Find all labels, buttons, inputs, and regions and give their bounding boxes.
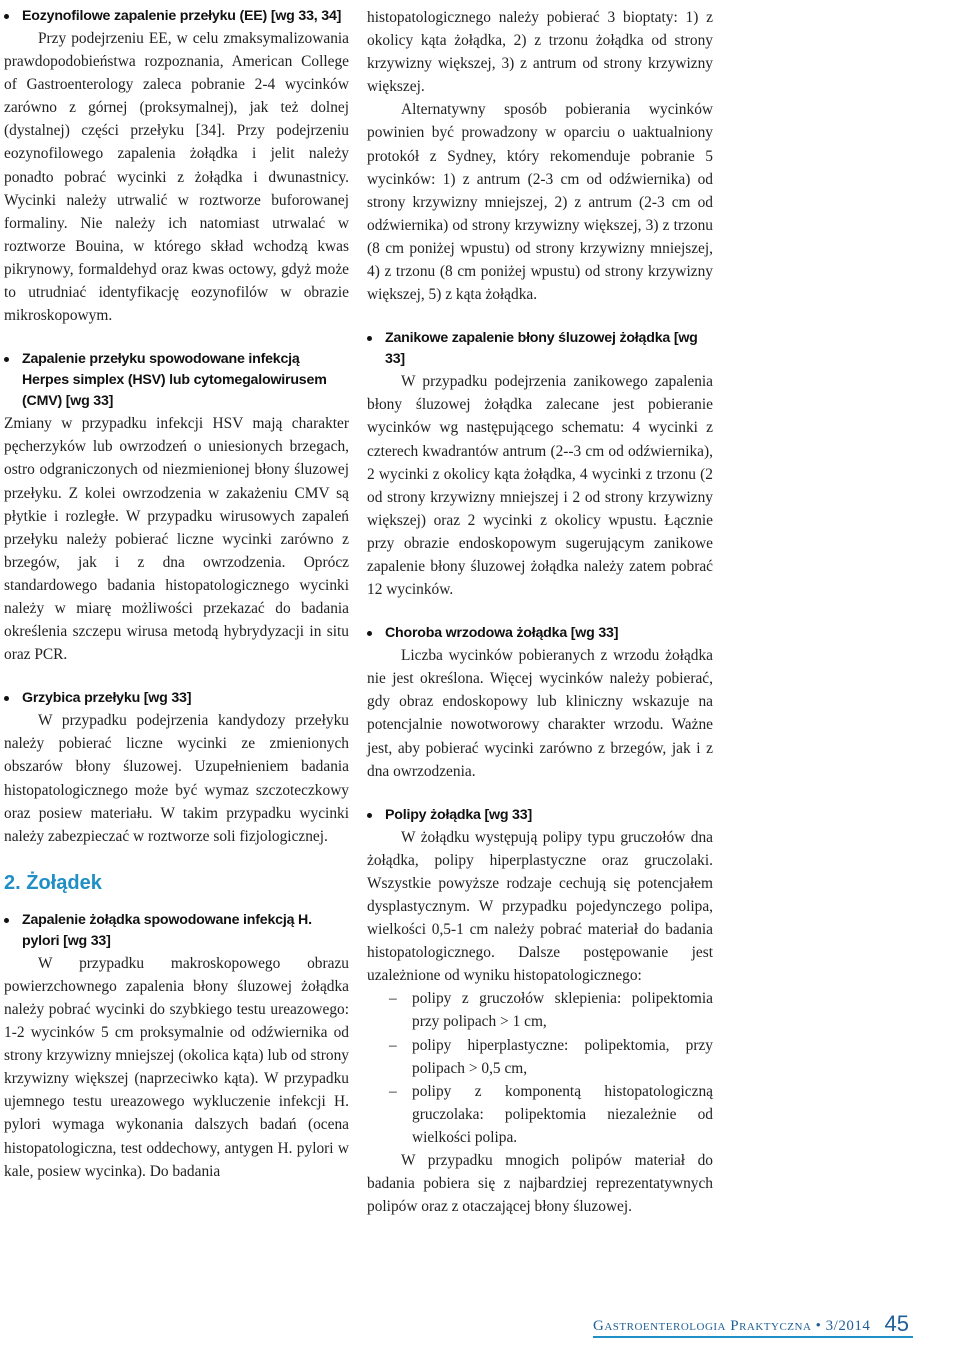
paragraph-sydney: Alternatywny sposób pobierania wycinków powinien być prowadzony w oparciu o uaktualniony protokół z Sydney, który rekomenduje pobranie 5 wycinków: 1) z antrum (2-3 cm od odźwiernika) od strony krzywizny mniejszej, 2) z antrum (2-3 cm od odźwiernika) od strony krzywizny większej, 3) z trzonu (8 cm poniżej wpustu) od strony krzywizny mniejszej, 4) z trzonu (8 cm poniżej wpustu) od strony krzywizny większej, 5) z kąta żołądka.: [367, 101, 713, 304]
bullet-heading-ee: [4, 6, 349, 27]
paragraph-ee: Przy podejrzeniu EE, w celu zmaksymalizowania prawdopodobieństwa rozpoznania, American College of Gastroenterology zaleca pobranie 2-4 wycinków zarówno z górnej (proksymalnej), jak też dolnej (dystalnej) części przełyku [34]. Przy podejrzeniu eozynofilowego zapalenia żołądka i jelit należy ponadto pobrać wycinki z żołądka i dwunastnicy. Wycinki należy utrwalić w roztworze buforowanej formaliny. Nie należy ich natomiast utrwalać w roztworze Bouina, w którego skład wchodzą kwas pikrynowy, formaldehyd oraz kwas octowy, gdyż może to utrudniać identyfikację eozynofilów w obrazie mikroskopowym.: [4, 30, 349, 325]
right-column: [367, 6, 713, 1218]
list-item-text: polipy z gruczołów sklepienia: polipektomia przy polipach > 1 cm,: [412, 990, 713, 1031]
paragraph-bioptates: histopatologicznego należy pobierać 3 bioptaty: 1) z okolicy kąta żołądka, 2) z trzonu żołądka od strony krzywizny większej, 3) z antrum od strony krzywizny większej.: [367, 9, 713, 96]
paragraph-hpylori: W przypadku makroskopowego obrazu powierzchownego zapalenia błony śluzowej żołądka należy pobrać wycinki do szybkiego testu ureazowego: 1-2 wycinków 5 cm proksymalnie od odźwiernika od strony krzywizny mniejszej (okolica kąta) lub od strony krzywizny większej (naprzeciwko kąta). W przypadku ujemnego testu ureazowego wykluczenie infekcji H. pylori wymaga wykonania dalszych badań (ocena histopatologiczna, test oddechowy, antygen H. pylori w kale, posiew wycinka). Do badania: [4, 954, 349, 1180]
section-heading-stomach: 2. Żołądek: [4, 871, 102, 894]
bullet-heading-hsv-cmv: [4, 349, 349, 412]
paragraph-multiple-polyps: W przypadku mnogich polipów materiał do badania pobiera się z najbardziej reprezentatywnych polipów oraz z otaczającej błony śluzowej.: [367, 1152, 713, 1216]
bullet-heading-candidiasis: [4, 688, 349, 709]
bullet-icon: [4, 918, 9, 923]
list-item: [367, 987, 713, 1033]
bullet-icon: [4, 696, 9, 701]
paragraph-ulcer: Liczba wycinków pobieranych z wrzodu żołądka nie jest określona. Więcej wycinków należy pobierać, gdy obraz endoskopowy lub kliniczny wskazuje na potencjalnie nowotworowy charakter wrzodu. Ważne jest, aby pobierać wycinki zarówno z brzegów, jak i z dna owrzodzenia.: [367, 647, 713, 780]
paragraph-hsv-cmv: Zmiany w przypadku infekcji HSV mają charakter pęcherzyków lub owrzodzeń o uniesionych brzegach, ostro odgraniczonych od niezmienionej błony śluzowej przełyku. Z kolei owrzodzenia w zakażeniu CMV są płytkie i rozległe. W przypadku wirusowych zapaleń przełyku należy pobierać liczne wycinki zarówno z brzegów, jak i z dna owrzodzenia. Oprócz standardowego badania histopatologicznego wycinki należy w miarę możliwości przekazać do badania określenia szczepu wirusa metodą hybrydyzacji in situ oraz PCR.: [4, 415, 349, 664]
page-footer: [593, 1313, 913, 1341]
page-number: 45: [884, 1311, 909, 1336]
heading-text: Polipy żołądka [wg 33]: [385, 806, 532, 823]
dash-icon: –: [389, 1036, 397, 1054]
heading-text: Grzybica przełyku [wg 33]: [22, 690, 192, 707]
bullet-heading-hpylori: [4, 910, 349, 952]
bullet-icon: [367, 336, 372, 341]
heading-text: Zapalenie żołądka spowodowane infekcją H. pylori [wg 33]: [22, 911, 312, 949]
paragraph-atrophic: W przypadku podejrzenia zanikowego zapalenia błony śluzowej żołądka zalecane jest pobieranie wycinków wg następującego schematu: 4 wycinki z czterech kwadrantów antrum (2--3 cm od odźwiernika), 2 wycinki z okolicy kąta żołądka, 4 wycinki z trzonu (2 od strony krzywizny mniejszej i 2 od strony krzywizny większej) oraz 2 wycinki z okolicy wpustu. Łącznie przy obrazie endoskopowym sugerującym zanikowe zapalenie błony śluzowej żołądka należy zatem pobrać 12 wycinków.: [367, 373, 713, 599]
bullet-icon: [367, 631, 372, 636]
list-item: [367, 1034, 713, 1080]
bullet-heading-polyps: [367, 805, 713, 826]
dash-icon: –: [389, 1082, 397, 1100]
heading-text: Zanikowe zapalenie błony śluzowej żołądka [wg 33]: [385, 330, 698, 368]
list-item-text: polipy z komponentą histopatologiczną gruczolaka: polipektomia niezależnie od wielkości polipa.: [412, 1082, 713, 1146]
polyp-management-list: [367, 987, 713, 1149]
bullet-icon: [4, 357, 9, 362]
bullet-heading-ulcer: [367, 623, 713, 644]
list-item-text: polipy hiperplastyczne: polipektomia, przy polipach > 0,5 cm,: [412, 1036, 713, 1077]
dash-icon: –: [389, 990, 397, 1008]
left-column: [4, 6, 349, 1183]
bullet-icon: [4, 14, 9, 19]
heading-text: Choroba wrzodowa żołądka [wg 33]: [385, 625, 619, 642]
heading-text: Zapalenie przełyku spowodowane infekcją Herpes simplex (HSV) lub cytomegalowirusem (CMV) [wg 33]: [22, 351, 327, 410]
list-item: [367, 1080, 713, 1149]
heading-text: Eozynofilowe zapalenie przełyku (EE) [wg 33, 34]: [22, 8, 342, 24]
bullet-heading-atrophic: [367, 328, 713, 370]
paragraph-polyps: W żołądku występują polipy typu gruczołów dna żołądka, polipy hiperplastyczne oraz gruczolaki. Wszystkie powyższe rodzaje cechują się potencjałem dysplastycznym. W przypadku pojedynczego polipa, wielkości 0,5-1 cm należy pobrać materiał do badania histopatologicznego. Dalsze postępowanie jest uzależnione od wyniku histopatologicznego:: [367, 828, 713, 985]
journal-title: Gastroenterologia Praktyczna • 3/2014: [593, 1318, 871, 1334]
footer-rule: [593, 1336, 913, 1338]
bullet-icon: [367, 813, 372, 818]
paragraph-candidiasis: W przypadku podejrzenia kandydozy przełyku należy pobierać liczne wycinki ze zmienionych obszarów błony śluzowej. Uzupełnieniem badania histopatologicznego może być wymaz szczoteczkowy oraz posiew materiału. W takim przypadku wycinki należy zabezpieczać w roztworze soli fizjologicznej.: [4, 712, 349, 845]
